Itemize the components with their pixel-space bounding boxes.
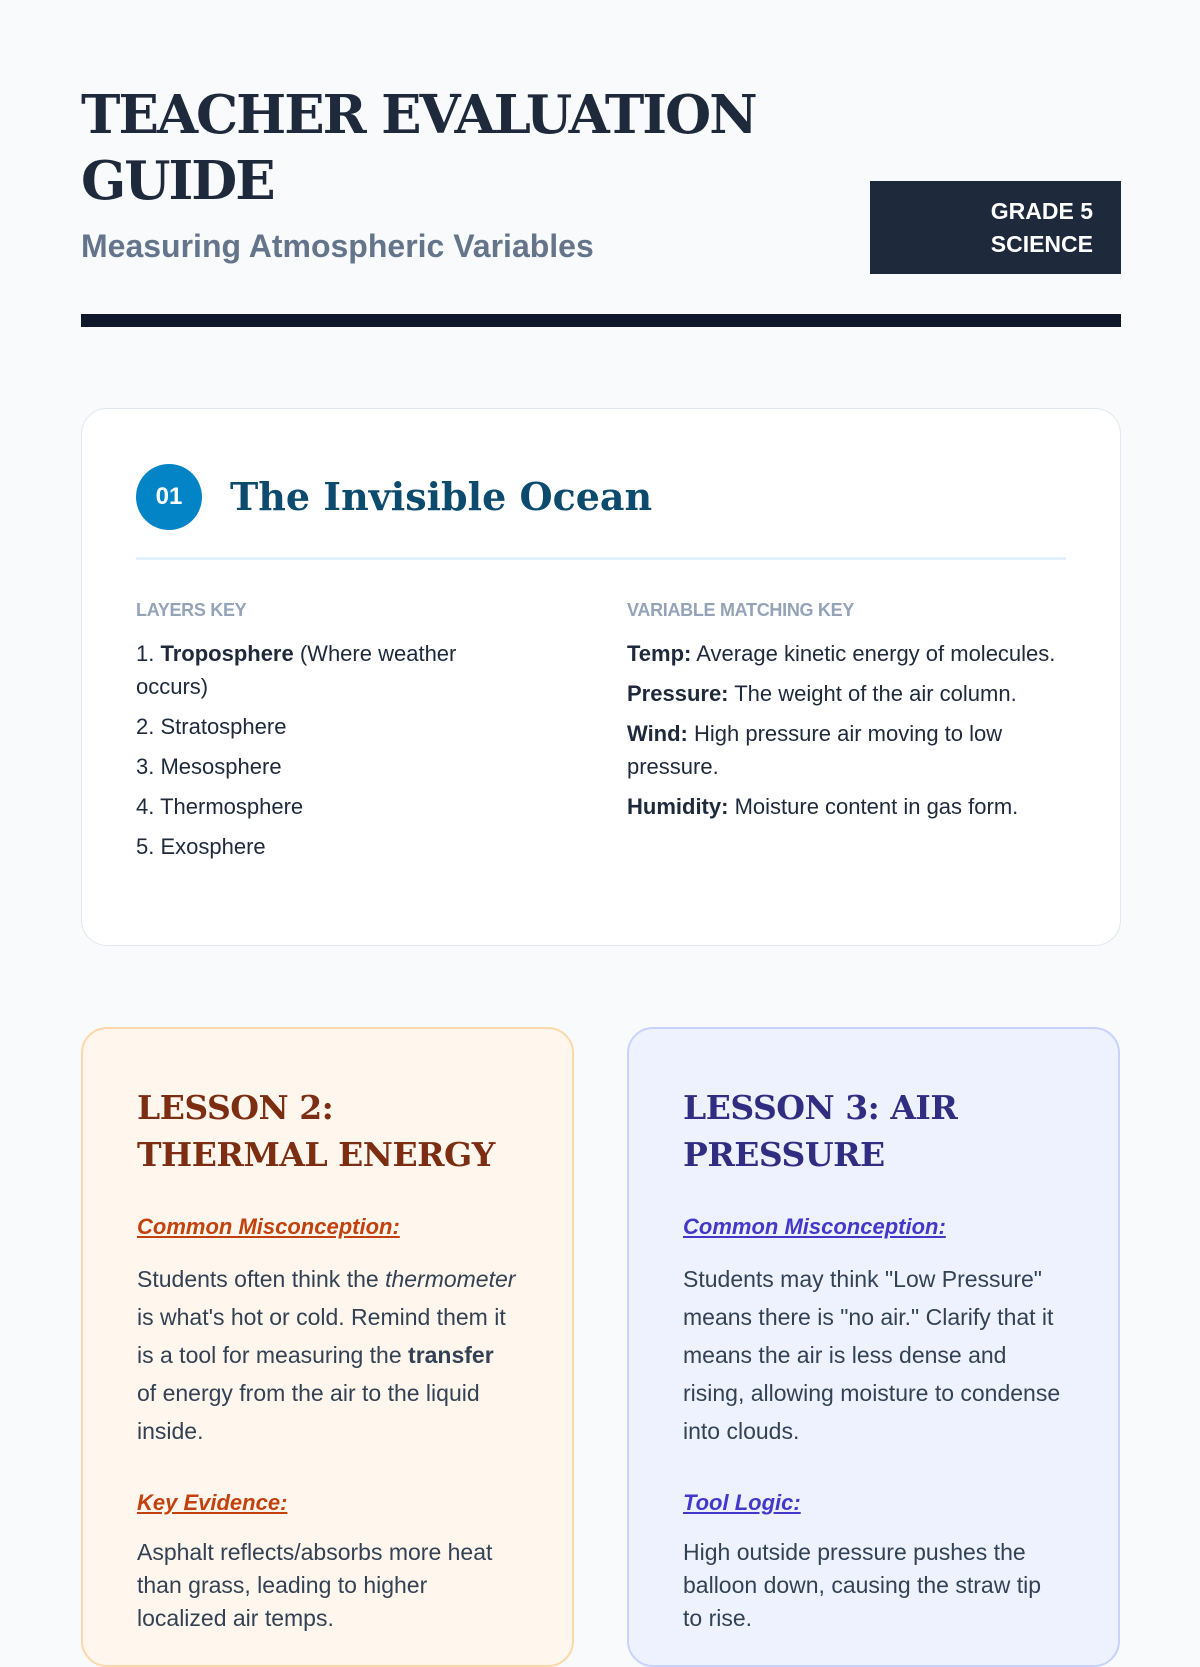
misconception-text: Students may think "Low Pressure" means there is "no air." Clarify that it means the air is less dense and rising, allowing moisture to condense into clouds. xyxy=(683,1266,1061,1444)
text-run: Students often think the xyxy=(137,1266,386,1292)
page-subtitle: Measuring Atmospheric Variables xyxy=(81,228,594,264)
section-card-invisible-ocean xyxy=(81,408,1121,946)
tool-logic-text: High outside pressure pushes the balloon down, causing the straw tip to rise. xyxy=(683,1539,1041,1631)
variable-term: Temp: xyxy=(627,641,692,666)
section-divider xyxy=(136,557,1066,560)
layer-item xyxy=(136,790,516,823)
misconception-label: Common Misconception: xyxy=(137,1214,400,1239)
layer-item xyxy=(136,750,516,783)
variable-definition: Average kinetic energy of molecules. xyxy=(696,641,1056,666)
variable-item xyxy=(627,790,1067,823)
key-evidence-text: Asphalt reflects/absorbs more heat than grass, leading to higher localized air temps. xyxy=(137,1539,493,1631)
layer-name: Stratosphere xyxy=(160,714,287,739)
layer-name: Troposphere xyxy=(160,641,294,666)
grade-badge xyxy=(870,181,1121,274)
layer-note: (Where weather occurs) xyxy=(136,641,457,699)
lesson-card-thermal-energy xyxy=(81,1027,574,1667)
layer-name: Thermosphere xyxy=(160,794,304,819)
page-title: TEACHER EVALUATION GUIDE xyxy=(81,84,756,212)
variable-term: Wind: xyxy=(627,721,688,746)
emphasis-text: thermometer xyxy=(385,1266,516,1292)
section-title: The Invisible Ocean xyxy=(230,474,653,519)
layer-number: 2. xyxy=(136,714,155,739)
tool-logic-label: Tool Logic: xyxy=(683,1490,801,1515)
lesson-title: LESSON 3: AIR PRESSURE xyxy=(683,1088,958,1174)
variable-term: Pressure: xyxy=(627,681,729,706)
section-number-badge: 01 xyxy=(136,464,202,530)
variable-definition: The weight of the air column. xyxy=(734,681,1017,706)
variable-item xyxy=(627,717,1067,783)
layer-name: Exosphere xyxy=(160,834,266,859)
layer-item xyxy=(136,637,516,703)
variable-definition: Moisture content in gas form. xyxy=(734,794,1019,819)
lesson-title: LESSON 2: THERMAL ENERGY xyxy=(137,1088,495,1174)
text-run: is what's hot or cold. Remind them it is a tool for measuring the xyxy=(137,1304,506,1368)
variable-term: Humidity: xyxy=(627,794,729,819)
layer-number: 1. xyxy=(136,641,155,666)
misconception-text xyxy=(137,1260,518,1450)
layer-number: 3. xyxy=(136,754,155,779)
variable-item xyxy=(627,637,1067,670)
header xyxy=(81,82,1121,272)
lesson-card-air-pressure xyxy=(627,1027,1120,1667)
layers-key xyxy=(136,599,516,870)
header-rule xyxy=(81,314,1121,327)
layer-number: 4. xyxy=(136,794,155,819)
layer-name: Mesosphere xyxy=(160,754,282,779)
text-run: of energy from the air to the liquid inside. xyxy=(137,1380,480,1444)
layer-number: 5. xyxy=(136,834,155,859)
layer-item xyxy=(136,830,516,863)
grade-subject: SCIENCE xyxy=(990,231,1093,257)
misconception-label: Common Misconception: xyxy=(683,1214,946,1239)
variable-definition: High pressure air moving to low pressure. xyxy=(627,721,1003,779)
grade-level: GRADE 5 xyxy=(990,198,1093,224)
key-evidence-label: Key Evidence: xyxy=(137,1490,288,1515)
variable-item xyxy=(627,677,1067,710)
strong-text: transfer xyxy=(408,1342,494,1368)
variable-key-label: VARIABLE MATCHING KEY xyxy=(627,600,855,620)
variable-matching-key xyxy=(627,599,1067,830)
layer-item xyxy=(136,710,516,743)
layers-key-label: LAYERS KEY xyxy=(136,600,247,620)
